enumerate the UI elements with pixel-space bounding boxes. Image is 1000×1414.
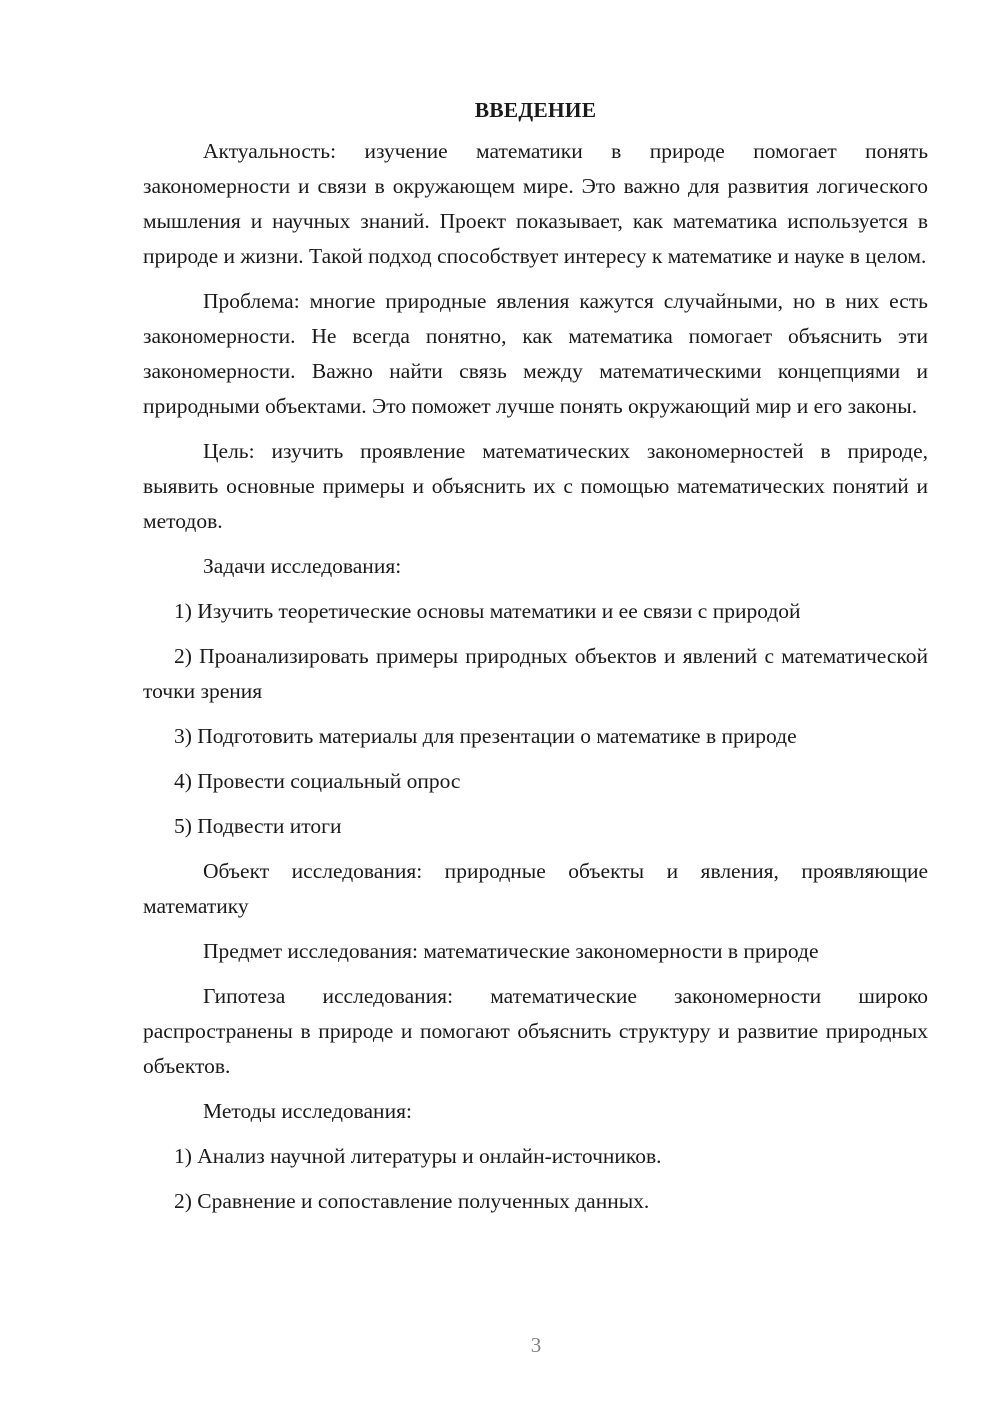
task-item-3: 3) Подготовить материалы для презентации о математике в природе — [174, 724, 797, 748]
paragraph-object: Объект исследования: природные объекты и явления, проявляющие математику — [143, 859, 928, 918]
section-title: ВВЕДЕНИЕ — [474, 98, 597, 122]
task-item-4: 4) Провести социальный опрос — [174, 769, 461, 793]
page-number: 3 — [530, 1333, 542, 1357]
methods-heading: Методы исследования: — [203, 1099, 412, 1123]
method-item-2: 2) Сравнение и сопоставление полученных данных. — [174, 1189, 650, 1213]
task-item-1: 1) Изучить теоретические основы математики и ее связи с природой — [174, 599, 801, 623]
paragraph-relevance: Актуальность: изучение математики в природе помогает понять закономерности и связи в окружающем мире. Это важно для развития логического мышления и научных знаний. Проект показывает, как математика используется в природе и жизни. Такой подход способствует интересу к математике и науке в целом. — [143, 139, 928, 268]
document-body — [143, 93, 928, 1229]
method-item-1: 1) Анализ научной литературы и онлайн-источников. — [174, 1144, 662, 1168]
paragraph-hypothesis: Гипотеза исследования: математические закономерности широко распространены в природе и помогают объяснить структуру и развитие природных объектов. — [143, 984, 928, 1078]
tasks-heading: Задачи исследования: — [203, 554, 402, 578]
paragraph-problem: Проблема: многие природные явления кажутся случайными, но в них есть закономерности. Не всегда понятно, как математика помогает объяснить эти закономерности. Важно найти связь между математическими концепциями и природными объектами. Это поможет лучше понять окружающий мир и его законы. — [143, 289, 928, 418]
paragraph-subject: Предмет исследования: математические закономерности в природе — [203, 939, 819, 963]
paragraph-goal: Цель: изучить проявление математических закономерностей в природе, выявить основные примеры и объяснить их с помощью математических понятий и методов. — [143, 439, 928, 533]
task-item-2: 2) Проанализировать примеры природных объектов и явлений с математической точки зрения — [143, 644, 928, 703]
task-item-5: 5) Подвести итоги — [174, 814, 342, 838]
